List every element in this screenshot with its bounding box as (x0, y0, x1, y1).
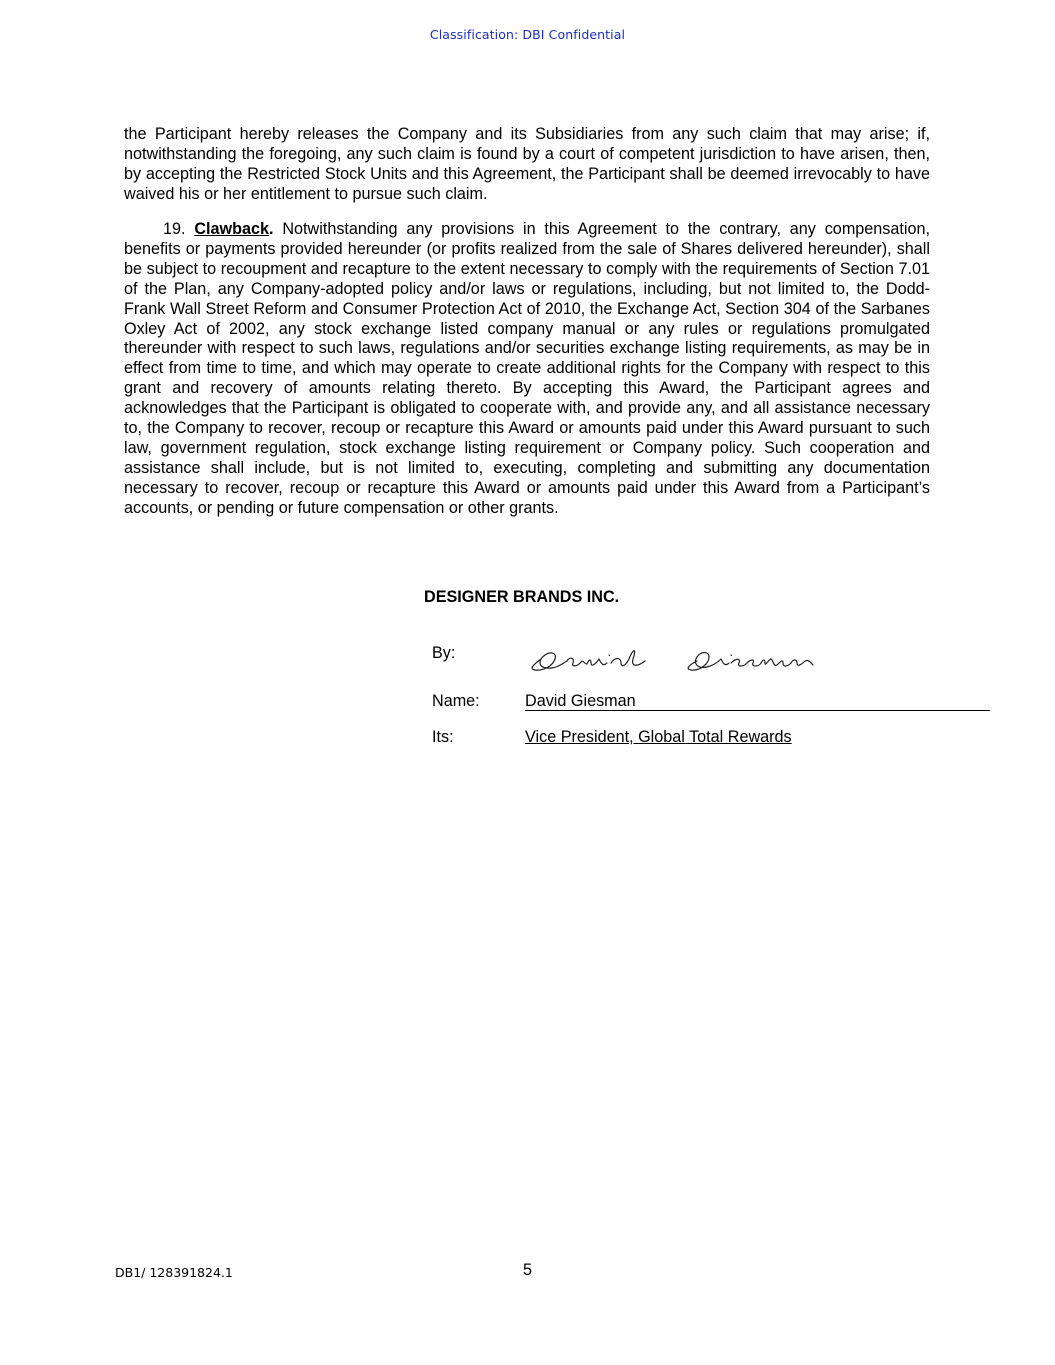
section-body: Notwithstanding any provisions in this Agreement to the contrary, any compensation, benefits or payments provided hereunder (or profits realized from the sale of Shares delivered hereunder), shall be subject to recoupment and recapture to the extent necessary to comply with the requirements of Section 7.01 of the Plan, any Company-adopted policy and/or laws or regulations, including, but not limited to, the Dodd-Frank Wall Street Reform and Consumer Protection Act of 2010, the Exchange Act, Section 304 of the Sarbanes Oxley Act of 2002, any stock exchange listed company manual or any rules or regulations promulgated thereunder with respect to such laws, regulations and/or securities exchange listing requirements, as may be in effect from time to time, and which may operate to create additional rights for the Company with respect to this grant and recovery of amounts relating thereto. By accepting this Award, the Participant agrees and acknowledges that the Participant is obligated to cooperate with, and provide any, and all assistance necessary to, the Company to recover, recoup or recapture this Award or amounts paid under this Award pursuant to such law, government regulation, stock exchange listing requirement or Company policy. Such cooperation and assistance shall include, but is not limited to, executing, completing and submitting any documentation necessary to recover, recoup or recapture this Award or amounts paid under this Award from a Participant’s accounts, or pending or future compensation or other grants. (124, 220, 930, 517)
name-label: Name: (432, 692, 480, 710)
by-label: By: (432, 644, 456, 662)
name-value: David Giesman (525, 692, 990, 711)
its-label: Its: (432, 728, 454, 746)
section-title-punct: . (269, 220, 274, 238)
classification-label: Classification: DBI Confidential (429, 27, 626, 42)
its-value: Vice President, Global Total Rewards (525, 728, 792, 746)
page-number: 5 (522, 1261, 532, 1279)
section-19-paragraph (124, 220, 930, 519)
continuation-paragraph: the Participant hereby releases the Company and its Subsidiaries from any such claim that may arise; if, notwithstanding the foregoing, any such claim is found by a court of competent jurisdiction to have arisen, then, by accepting the Restricted Stock Units and this Agreement, the Participant shall be deemed irrevocably to have waived his or her entitlement to pursue such claim. (124, 125, 930, 203)
company-name: DESIGNER BRANDS INC. (424, 588, 620, 606)
signature-image (525, 637, 825, 681)
section-number: 19. (163, 220, 186, 238)
document-id: DB1/ 128391824.1 (115, 1265, 233, 1280)
section-title: Clawback (194, 220, 270, 238)
